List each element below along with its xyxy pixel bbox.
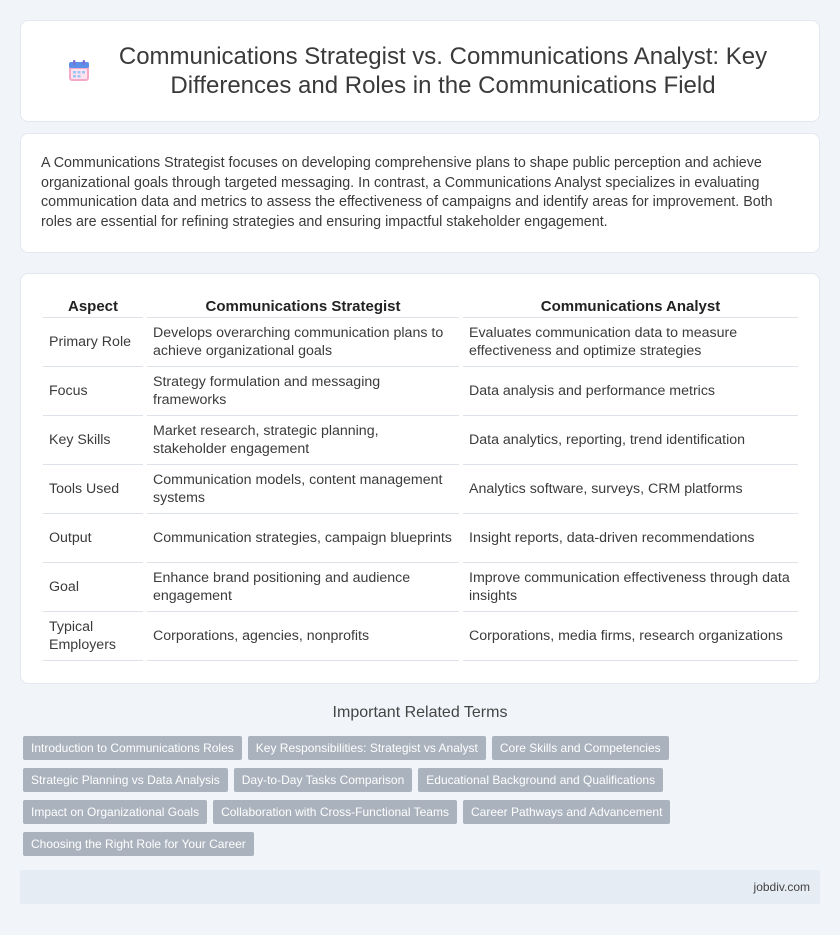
related-term-tag[interactable]: Core Skills and Competencies: [492, 736, 669, 760]
strategist-cell: Market research, strategic planning, stakeholder engagement: [147, 416, 459, 465]
strategist-cell: Enhance brand positioning and audience engagement: [147, 563, 459, 612]
header-strategist: Communications Strategist: [147, 296, 459, 318]
related-term-tag[interactable]: Strategic Planning vs Data Analysis: [23, 768, 228, 792]
strategist-cell: Communication strategies, campaign blueprints: [147, 514, 459, 563]
table-row: [43, 612, 798, 661]
related-term-tag[interactable]: Day-to-Day Tasks Comparison: [234, 768, 413, 792]
header-aspect: Aspect: [43, 296, 143, 318]
analyst-cell: Data analysis and performance metrics: [463, 367, 798, 416]
strategist-cell: Strategy formulation and messaging frameworks: [147, 367, 459, 416]
related-term-tag[interactable]: Educational Background and Qualifications: [418, 768, 663, 792]
related-term-tag[interactable]: Career Pathways and Advancement: [463, 800, 670, 824]
strategist-cell: Communication models, content management systems: [147, 465, 459, 514]
analyst-cell: Corporations, media firms, research organizations: [463, 612, 798, 661]
table-row: [43, 514, 798, 563]
aspect-cell: Focus: [43, 367, 143, 416]
aspect-cell: Typical Employers: [43, 612, 143, 661]
comparison-table: [39, 296, 802, 661]
table-header-row: [43, 296, 798, 318]
table-row: [43, 563, 798, 612]
footer-site-link[interactable]: jobdiv.com: [753, 880, 810, 894]
analyst-cell: Insight reports, data-driven recommendations: [463, 514, 798, 563]
intro-paragraph: A Communications Strategist focuses on developing comprehensive plans to shape public perception and achieve organizational goals through targeted messaging. In contrast, a Communications Analyst specializes in evaluating communication data and metrics to assess the effectiveness of campaigns and identify areas for improvement. Both roles are essential for refining strategies and ensuring impactful stakeholder engagement.: [41, 155, 773, 230]
aspect-cell: Primary Role: [43, 318, 143, 367]
related-term-tag[interactable]: Introduction to Communications Roles: [23, 736, 242, 760]
table-row: [43, 465, 798, 514]
calendar-icon: [67, 59, 91, 83]
related-term-tag[interactable]: Impact on Organizational Goals: [23, 800, 207, 824]
strategist-cell: Corporations, agencies, nonprofits: [147, 612, 459, 661]
aspect-cell: Tools Used: [43, 465, 143, 514]
comparison-table-card: [20, 273, 820, 684]
analyst-cell: Evaluates communication data to measure effectiveness and optimize strategies: [463, 318, 798, 367]
related-term-tag[interactable]: Choosing the Right Role for Your Career: [23, 832, 254, 856]
intro-card: [20, 133, 820, 253]
related-terms-title: Important Related Terms: [332, 704, 508, 721]
related-term-tag[interactable]: Collaboration with Cross-Functional Teams: [213, 800, 457, 824]
strategist-cell: Develops overarching communication plans to achieve organizational goals: [147, 318, 459, 367]
table-row: [43, 416, 798, 465]
aspect-cell: Key Skills: [43, 416, 143, 465]
related-term-tag[interactable]: Key Responsibilities: Strategist vs Analyst: [248, 736, 486, 760]
analyst-cell: Improve communication effectiveness through data insights: [463, 563, 798, 612]
page-title: Communications Strategist vs. Communications Analyst: Key Differences and Roles in the Communications Field: [118, 43, 768, 99]
related-terms-list: [23, 736, 723, 864]
aspect-cell: Output: [43, 514, 143, 563]
header-analyst: Communications Analyst: [463, 296, 798, 318]
footer: [20, 870, 820, 904]
analyst-cell: Analytics software, surveys, CRM platforms: [463, 465, 798, 514]
analyst-cell: Data analytics, reporting, trend identification: [463, 416, 798, 465]
title-card: [20, 20, 820, 122]
table-row: [43, 367, 798, 416]
table-row: [43, 318, 798, 367]
aspect-cell: Goal: [43, 563, 143, 612]
